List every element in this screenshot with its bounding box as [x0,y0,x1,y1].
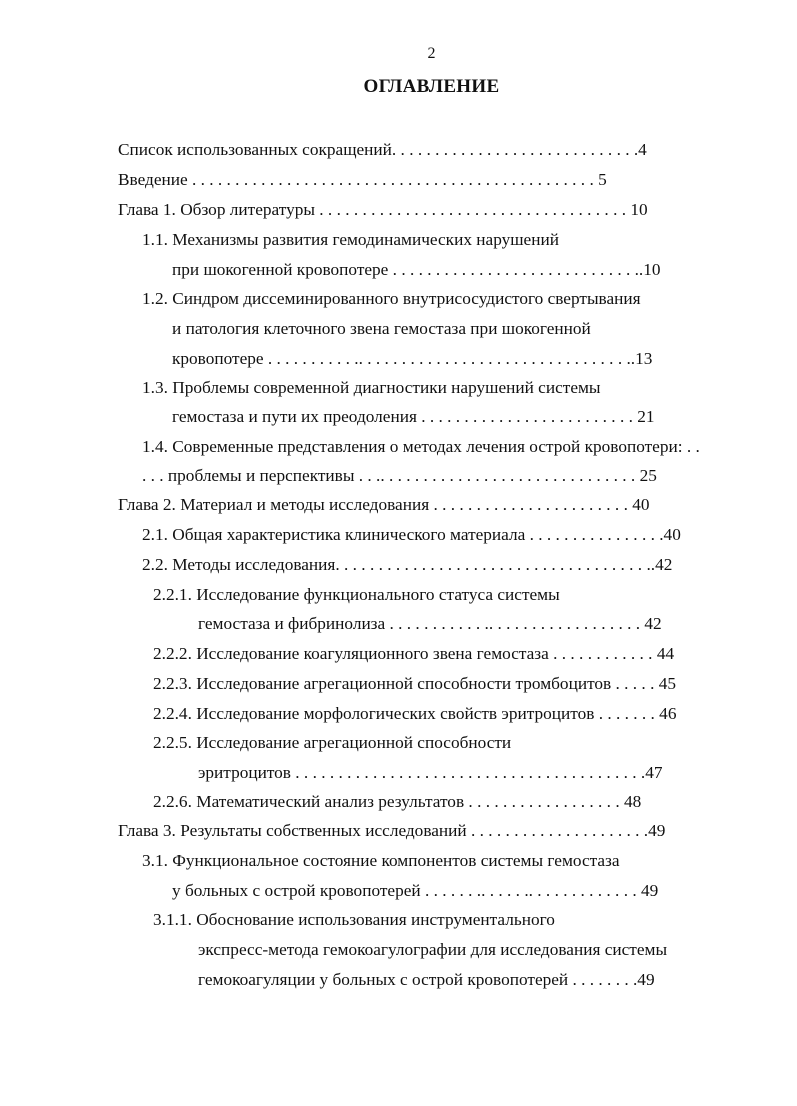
toc-entry: гемостаза и пути их преодоления . . . . . . . . . . . . . . . . . . . . . . . . . 21 [172,407,655,426]
toc-entry: 2.2.2. Исследование коагуляционного звена гемостаза . . . . . . . . . . . . 44 [153,644,675,663]
toc-entry: 1.1. Механизмы развития гемодинамических нарушений [142,230,559,249]
toc-entry: 1.3. Проблемы современной диагностики нарушений системы [142,378,601,397]
page-number: 2 [427,45,436,62]
toc-entry: . . . проблемы и перспективы . . .. . . . . . . . . . . . . . . . . . . . . . . . . . . . . . 25 [142,466,657,485]
toc-entry: 2.2. Методы исследования. . . . . . . . . . . . . . . . . . . . . . . . . . . . . . . . . . . . ..42 [142,555,673,574]
toc-entry: экспресс-метода гемокоагулографии для исследования системы [198,940,668,959]
toc-entry: 2.2.4. Исследование морфологических свойств эритроцитов . . . . . . . 46 [153,704,677,723]
toc-entry: 3.1. Функциональное состояние компонентов системы гемостаза [142,851,620,870]
toc-entry: 2.2.1. Исследование функционального статуса системы [153,585,560,604]
toc-entry: 2.1. Общая характеристика клинического материала . . . . . . . . . . . . . . . .40 [142,525,681,544]
toc-entry: эритроцитов . . . . . . . . . . . . . . . . . . . . . . . . . . . . . . . . . . . . . . . . .47 [198,763,663,782]
toc-entry: 2.2.5. Исследование агрегационной способности [153,733,512,752]
toc-entry: гемокоагуляции у больных с острой кровопотерей . . . . . . . .49 [198,970,655,989]
toc-entry: 1.2. Синдром диссеминированного внутрисосудистого свертывания [142,289,641,308]
toc-entry: при шокогенной кровопотере . . . . . . . . . . . . . . . . . . . . . . . . . . . . ..10 [172,260,661,279]
toc-entry: кровопотере . . . . . . . . . . .. . . . . . . . . . . . . . . . . . . . . . . . . . . . . . . ..13 [172,349,653,368]
toc-entry: у больных с острой кровопотерей . . . . . . .. . . . . .. . . . . . . . . . . . . 49 [172,881,659,900]
toc-entry: гемостаза и фибринолиза . . . . . . . . . . . .. . . . . . . . . . . . . . . . . . 42 [198,614,662,633]
toc-entry: Глава 2. Материал и методы исследования . . . . . . . . . . . . . . . . . . . . . . . 40 [118,495,650,514]
toc-entry: Глава 3. Результаты собственных исследований . . . . . . . . . . . . . . . . . . . . .49 [118,821,666,840]
toc-entry: 2.2.3. Исследование агрегационной способности тромбоцитов . . . . . 45 [153,674,676,693]
toc-entry: Глава 1. Обзор литературы . . . . . . . . . . . . . . . . . . . . . . . . . . . . . . . . . . . . 10 [118,200,648,219]
toc-entry: 2.2.6. Математический анализ результатов . . . . . . . . . . . . . . . . . . 48 [153,792,642,811]
toc-entry: 1.4. Современные представления о методах лечения острой кровопотери: . . [142,437,700,456]
toc-entry: Введение . . . . . . . . . . . . . . . . . . . . . . . . . . . . . . . . . . . . . . . . . . . . . . . 5 [118,170,607,189]
toc-entry: 3.1.1. Обоснование использования инструментального [153,910,555,929]
toc-entry: и патология клеточного звена гемостаза при шокогенной [172,319,591,338]
toc-entry: Список использованных сокращений. . . . . . . . . . . . . . . . . . . . . . . . . . . . .4 [118,140,647,159]
page-title: ОГЛАВЛЕНИЕ [363,76,500,97]
